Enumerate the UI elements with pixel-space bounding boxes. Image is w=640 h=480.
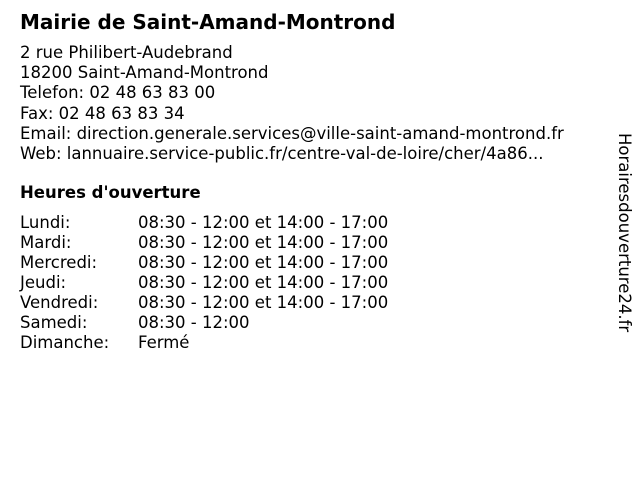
hours-row-saturday	[20, 313, 440, 333]
phone-line: Telefon: 02 48 63 83 00	[20, 83, 216, 103]
opening-hours-table	[20, 213, 440, 353]
address-street: 2 rue Philibert-Audebrand	[20, 43, 233, 62]
hours-row-tuesday	[20, 233, 440, 253]
day-label: Vendredi:	[20, 293, 99, 312]
hours-heading: Heures d'ouverture	[20, 183, 201, 202]
hours-row-monday	[20, 213, 440, 233]
day-hours: 08:30 - 12:00 et 14:00 - 17:00	[138, 273, 389, 292]
day-label: Jeudi:	[20, 273, 67, 292]
day-label: Dimanche:	[20, 333, 110, 352]
day-label: Lundi:	[20, 213, 71, 232]
day-hours: Fermé	[138, 333, 190, 352]
contact-info	[20, 43, 564, 164]
web-line: Web: lannuaire.service-public.fr/centre-val-de-loire/cher/4a86...	[20, 143, 544, 163]
day-hours: 08:30 - 12:00 et 14:00 - 17:00	[138, 293, 389, 312]
hours-row-sunday	[20, 333, 440, 353]
day-label: Mercredi:	[20, 253, 98, 272]
fax-line: Fax: 02 48 63 83 34	[20, 103, 185, 123]
site-watermark: Horairesdouverture24.fr	[615, 133, 634, 333]
day-label: Mardi:	[20, 233, 72, 252]
day-hours: 08:30 - 12:00 et 14:00 - 17:00	[138, 213, 389, 232]
day-label: Samedi:	[20, 313, 88, 332]
day-hours: 08:30 - 12:00	[138, 313, 250, 332]
hours-row-thursday	[20, 273, 440, 293]
page-title: Mairie de Saint-Amand-Montrond	[20, 10, 396, 34]
hours-row-wednesday	[20, 253, 440, 273]
address-city: 18200 Saint-Amand-Montrond	[20, 63, 269, 83]
email-line: Email: direction.generale.services@ville-saint-amand-montrond.fr	[20, 123, 564, 143]
day-hours: 08:30 - 12:00 et 14:00 - 17:00	[138, 233, 389, 252]
day-hours: 08:30 - 12:00 et 14:00 - 17:00	[138, 253, 389, 272]
hours-row-friday	[20, 293, 440, 313]
